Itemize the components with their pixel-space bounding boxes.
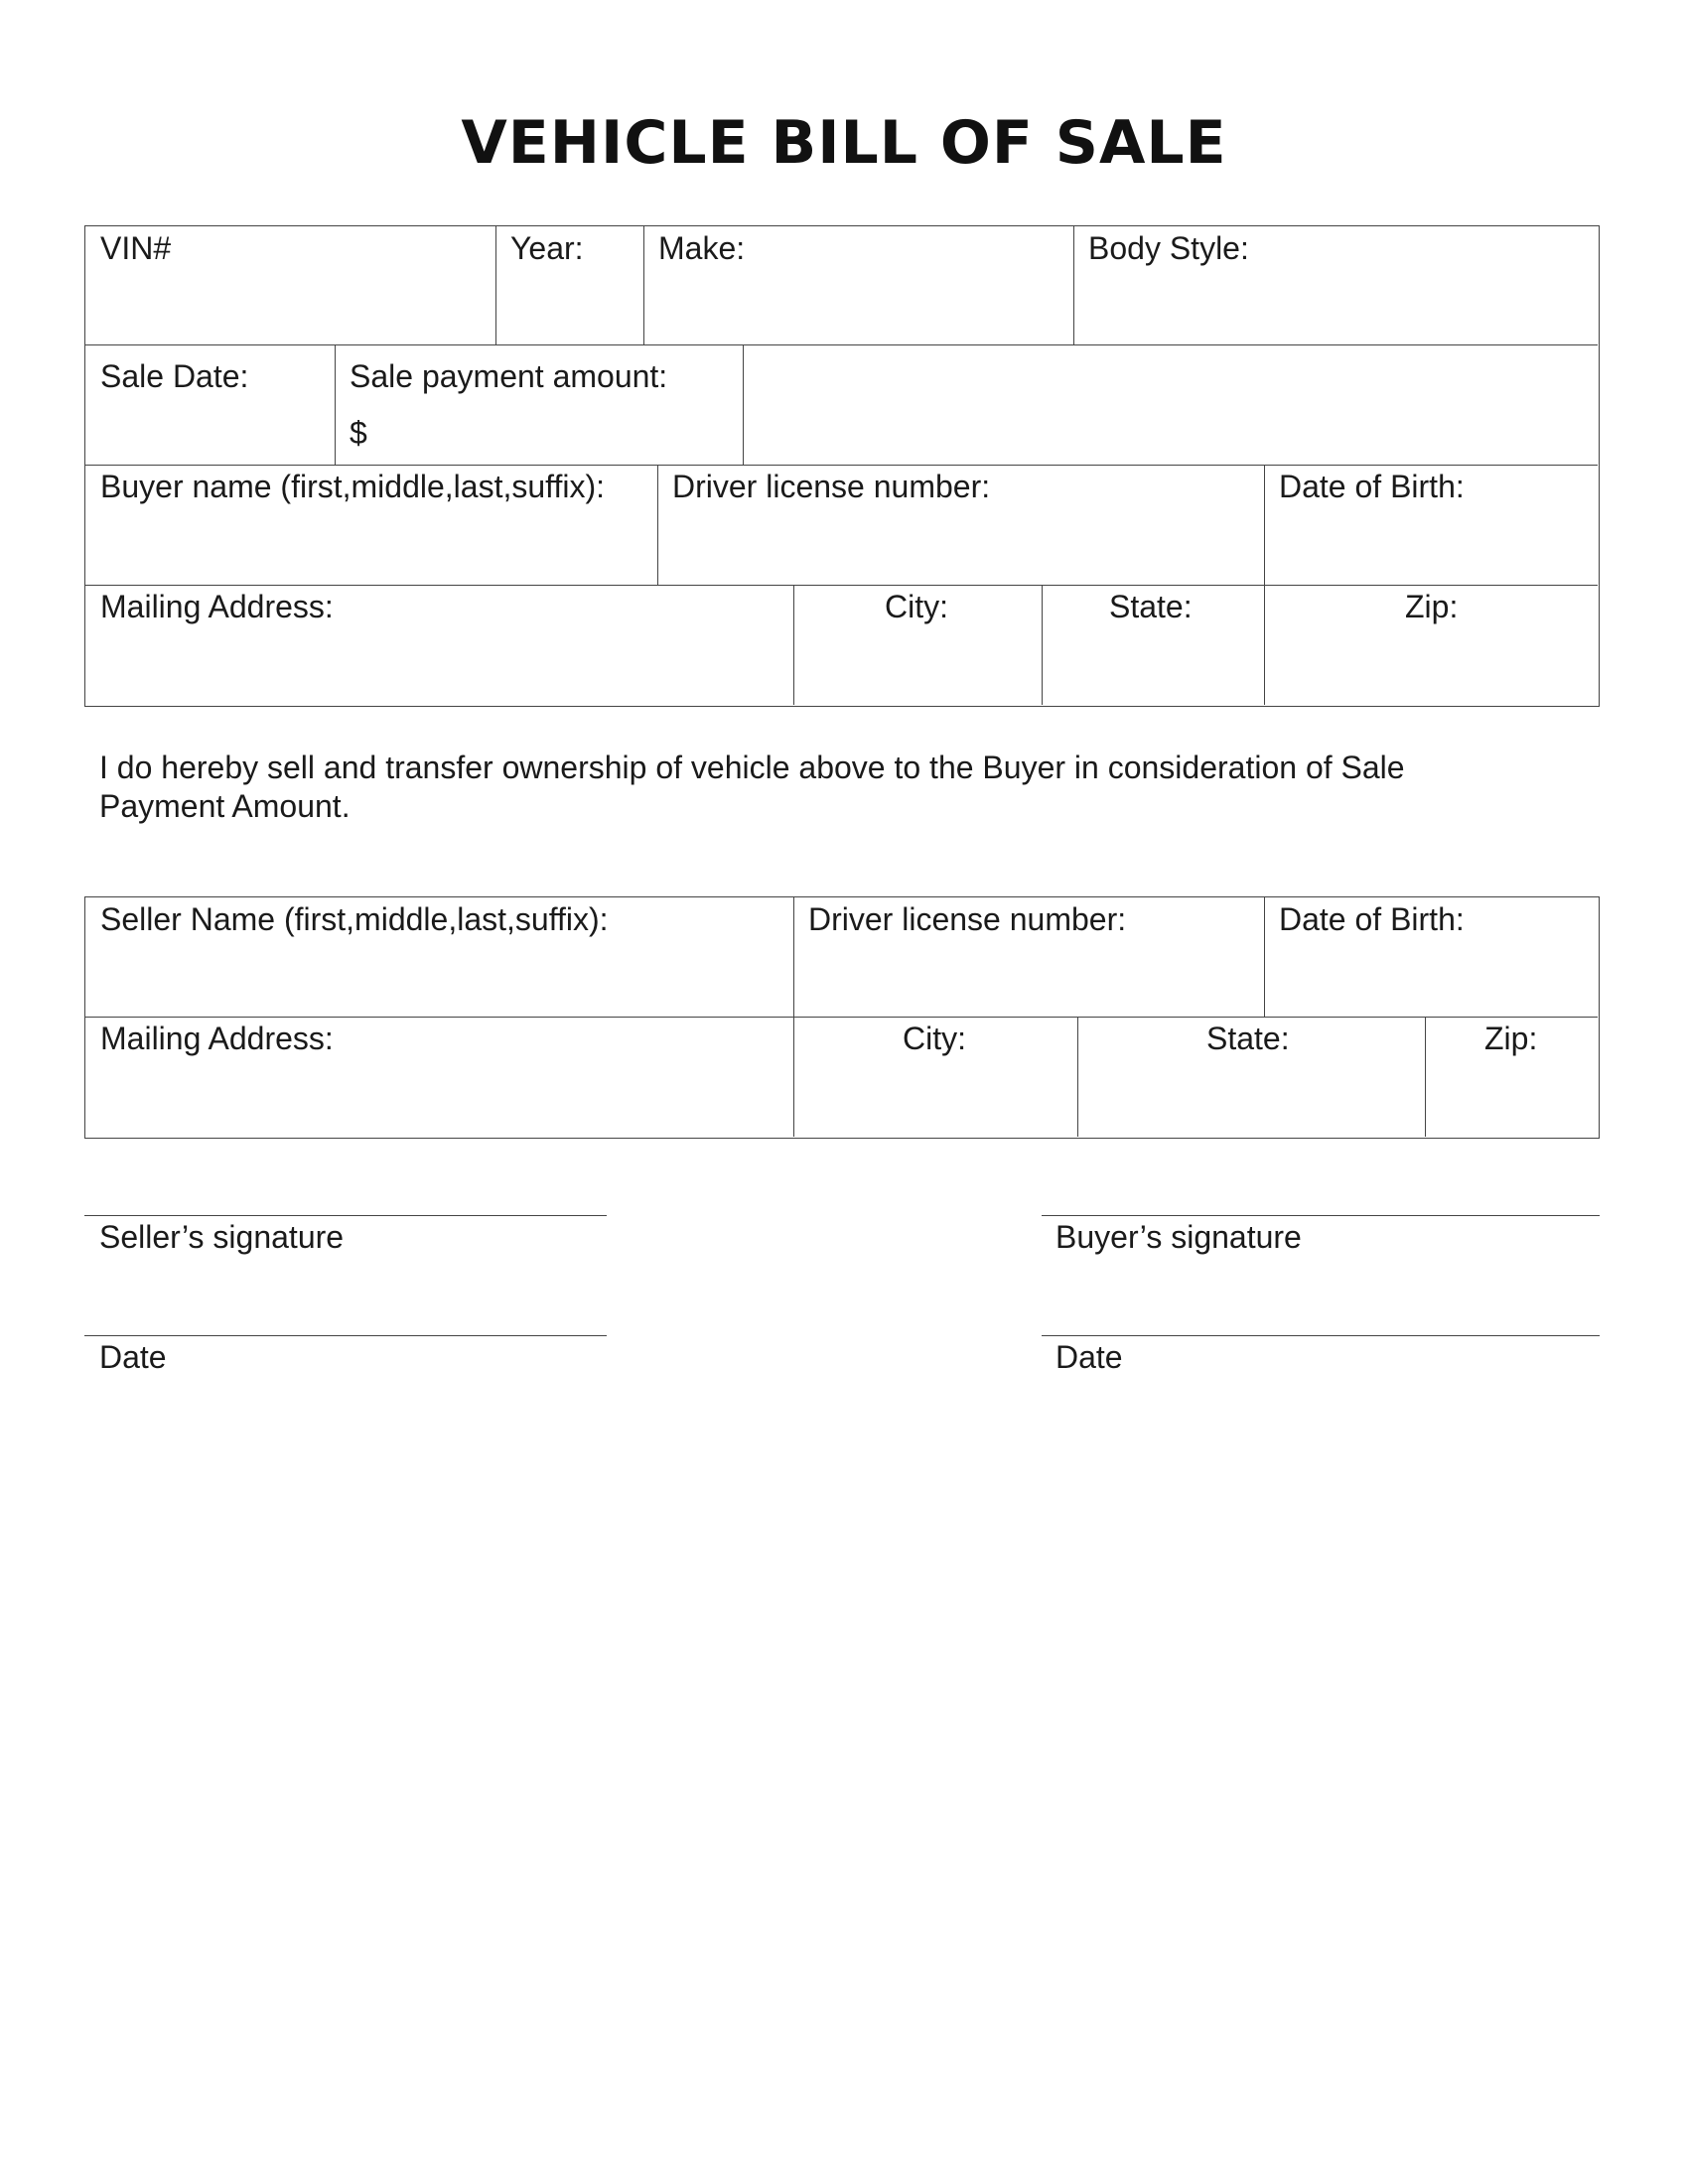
buyer-signature-label: Buyer’s signature bbox=[1055, 1219, 1302, 1255]
seller-city-field[interactable] bbox=[793, 1017, 1077, 1137]
buyer-address-field[interactable] bbox=[85, 585, 793, 705]
seller-dob-field[interactable] bbox=[1264, 897, 1598, 1017]
seller-date-line[interactable] bbox=[84, 1335, 607, 1336]
seller-signature-line[interactable] bbox=[84, 1215, 607, 1216]
seller-state-field[interactable] bbox=[1077, 1017, 1425, 1137]
buyer-date-line[interactable] bbox=[1042, 1335, 1600, 1336]
sale-payment-label: Sale payment amount: bbox=[350, 358, 668, 394]
document-title: VEHICLE BILL OF SALE bbox=[461, 108, 1227, 178]
seller-address-label: Mailing Address: bbox=[100, 1021, 334, 1056]
buyer-state-label: State: bbox=[1109, 589, 1193, 624]
sale-payment-field[interactable] bbox=[335, 344, 743, 465]
vehicle-buyer-table bbox=[84, 225, 1600, 707]
make-label: Make: bbox=[658, 230, 746, 266]
seller-address-field[interactable] bbox=[85, 1017, 793, 1137]
seller-city-label: City: bbox=[903, 1021, 966, 1056]
currency-symbol: $ bbox=[350, 415, 367, 451]
buyer-dob-label: Date of Birth: bbox=[1279, 469, 1465, 504]
buyer-signature-line[interactable] bbox=[1042, 1215, 1600, 1216]
seller-name-field[interactable] bbox=[85, 897, 793, 1017]
buyer-state-field[interactable] bbox=[1042, 585, 1264, 705]
buyer-dob-field[interactable] bbox=[1264, 465, 1598, 585]
buyer-license-field[interactable] bbox=[657, 465, 1264, 585]
make-field[interactable] bbox=[643, 226, 1073, 344]
buyer-city-label: City: bbox=[885, 589, 948, 624]
seller-date-label: Date bbox=[99, 1339, 167, 1375]
buyer-date-label: Date bbox=[1055, 1339, 1123, 1375]
buyer-name-field[interactable] bbox=[85, 465, 657, 585]
seller-license-label: Driver license number: bbox=[808, 901, 1127, 937]
sale-date-label: Sale Date: bbox=[100, 358, 249, 394]
seller-zip-label: Zip: bbox=[1484, 1021, 1538, 1056]
year-label: Year: bbox=[510, 230, 584, 266]
sale-date-field[interactable] bbox=[85, 344, 335, 465]
transfer-statement: I do hereby sell and transfer ownership of vehicle above to the Buyer in consideration of Sale Payment Amount. bbox=[99, 750, 1405, 824]
vin-label: VIN# bbox=[100, 230, 172, 266]
seller-dob-label: Date of Birth: bbox=[1279, 901, 1465, 937]
buyer-zip-field[interactable] bbox=[1264, 585, 1598, 705]
vin-field[interactable] bbox=[85, 226, 495, 344]
body-style-field[interactable] bbox=[1073, 226, 1598, 344]
buyer-city-field[interactable] bbox=[793, 585, 1042, 705]
body-style-label: Body Style: bbox=[1088, 230, 1249, 266]
seller-name-label: Seller Name (first,middle,last,suffix): bbox=[100, 901, 609, 937]
seller-license-field[interactable] bbox=[793, 897, 1264, 1017]
buyer-name-label: Buyer name (first,middle,last,suffix): bbox=[100, 469, 606, 504]
seller-table bbox=[84, 896, 1600, 1139]
buyer-license-label: Driver license number: bbox=[672, 469, 991, 504]
year-field[interactable] bbox=[495, 226, 643, 344]
blank-field bbox=[743, 344, 1598, 465]
seller-zip-field[interactable] bbox=[1425, 1017, 1598, 1137]
seller-state-label: State: bbox=[1206, 1021, 1290, 1056]
buyer-address-label: Mailing Address: bbox=[100, 589, 334, 624]
buyer-zip-label: Zip: bbox=[1405, 589, 1459, 624]
seller-signature-label: Seller’s signature bbox=[99, 1219, 345, 1255]
